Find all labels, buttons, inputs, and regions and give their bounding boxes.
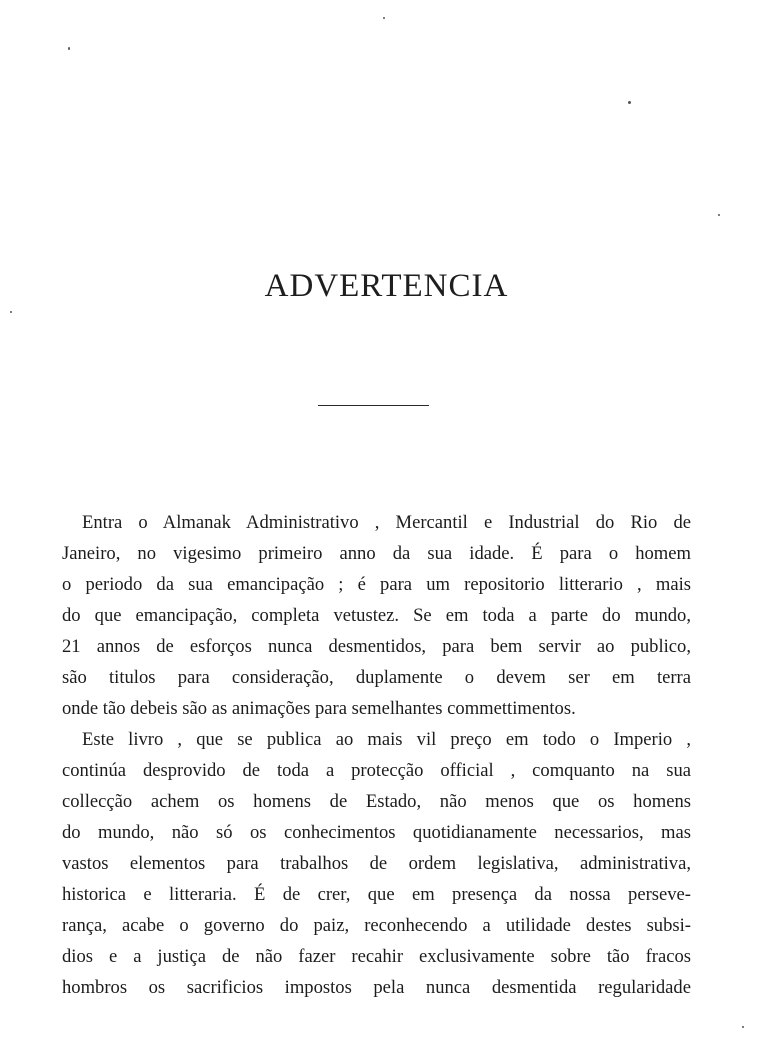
title-divider xyxy=(318,405,429,406)
text-line: do mundo, não só os conhecimentos quotidianamente necessarios, mas xyxy=(62,822,691,843)
text-line: Janeiro, no vigesimo primeiro anno da sua idade. É para o homem xyxy=(62,543,691,564)
paper-speck xyxy=(742,1026,744,1028)
text-line: historica e litteraria. É de crer, que em presença da nossa perseve- xyxy=(62,884,691,905)
text-line: o periodo da sua emancipação ; é para um repositorio litterario , mais xyxy=(62,574,691,595)
paper-speck xyxy=(68,47,70,50)
text-line: são titulos para consideração, duplamente o devem ser em terra xyxy=(62,667,691,688)
text-line: onde tão debeis são as animações para semelhantes commettimentos. xyxy=(62,698,576,719)
body-text xyxy=(62,507,691,1003)
text-line: collecção achem os homens de Estado, não menos que os homens xyxy=(62,791,691,812)
paper-speck xyxy=(10,311,12,313)
text-line: vastos elementos para trabalhos de ordem legislativa, administrativa, xyxy=(62,853,691,874)
paper-speck xyxy=(718,214,720,216)
text-line: Este livro , que se publica ao mais vil preço em todo o Imperio , xyxy=(82,729,691,750)
paper-speck xyxy=(628,101,631,104)
text-line: do que emancipação, completa vetustez. Se em toda a parte do mundo, xyxy=(62,605,691,626)
text-line: continúa desprovido de toda a protecção official , comquanto na sua xyxy=(62,760,691,781)
text-line: hombros os sacrificios impostos pela nunca desmentida regularidade xyxy=(62,977,691,998)
page-title: ADVERTENCIA xyxy=(264,268,509,304)
text-line: dios e a justiça de não fazer recahir exclusivamente sobre tão fracos xyxy=(62,946,691,967)
text-line: 21 annos de esforços nunca desmentidos, para bem servir ao publico, xyxy=(62,636,691,657)
text-line: rança, acabe o governo do paiz, reconhecendo a utilidade destes subsi- xyxy=(62,915,691,936)
paper-speck xyxy=(383,17,385,19)
text-line: Entra o Almanak Administrativo , Mercantil e Industrial do Rio de xyxy=(82,512,691,533)
